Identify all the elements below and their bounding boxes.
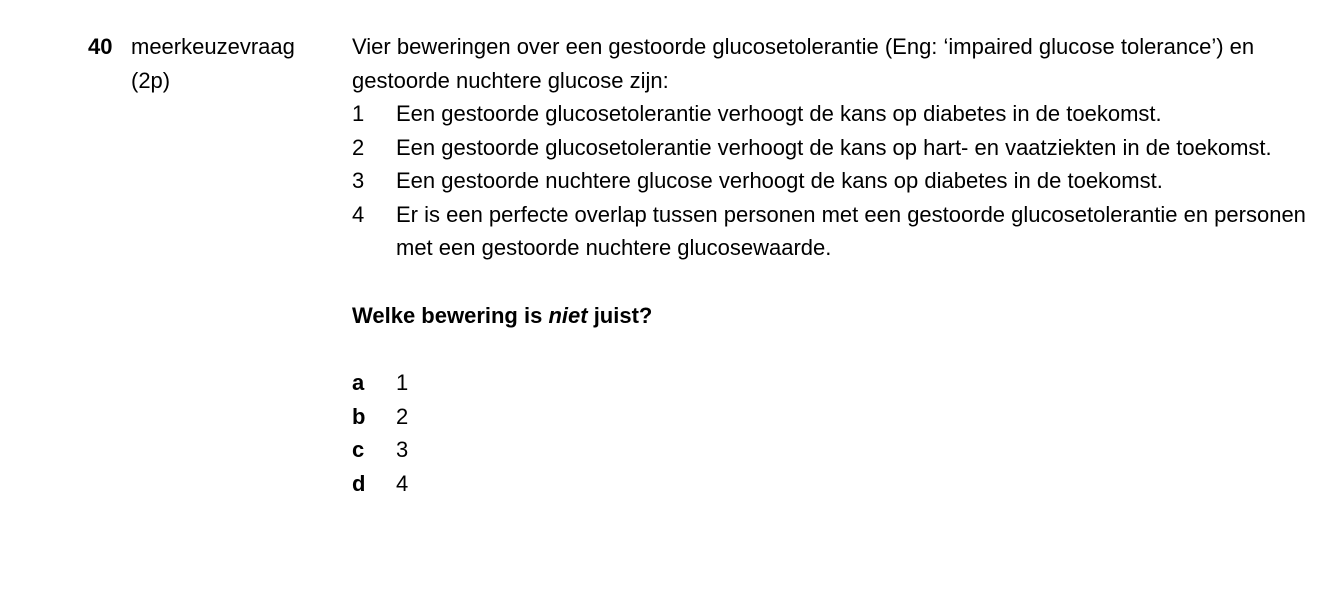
answer-option-b[interactable] <box>352 400 1312 434</box>
option-letter: d <box>352 470 366 496</box>
statement-item <box>352 164 1312 198</box>
option-letter: b <box>352 403 366 429</box>
question-number: 40 <box>88 34 113 59</box>
question-intro: Vier beweringen over een gestoorde glucosetolerantie (Eng: ‘impaired glucose tolerance’) en gestoorde nuchtere glucose zijn: <box>352 34 1255 93</box>
option-letter: c <box>352 437 365 462</box>
option-letter: a <box>352 370 365 395</box>
option-value: 3 <box>396 437 409 462</box>
statement-text: Een gestoorde glucosetolerantie verhoogt de kans op hart- en vaatziekten in de toekomst. <box>396 134 1272 160</box>
statement-number: 2 <box>352 134 365 160</box>
statement-item <box>352 131 1312 165</box>
prompt-text-after: juist? <box>587 302 653 328</box>
option-value: 1 <box>396 370 409 395</box>
statement-item <box>352 198 1312 265</box>
question-type <box>131 30 295 97</box>
option-value: 4 <box>396 470 409 496</box>
question-points: (2p) <box>131 67 171 93</box>
statement-number: 4 <box>352 201 365 227</box>
statement-text: Er is een perfecte overlap tussen personen met een gestoorde glucosetolerantie en personen met een gestoorde nuchtere glucosewaarde. <box>396 201 1306 260</box>
statement-text: Een gestoorde nuchtere glucose verhoogt de kans op diabetes in de toekomst. <box>396 168 1163 193</box>
answer-option-a[interactable] <box>352 366 1312 400</box>
prompt-emphasis: niet <box>548 302 588 328</box>
statement-text: Een gestoorde glucosetolerantie verhoogt de kans op diabetes in de toekomst. <box>396 101 1162 126</box>
question-body <box>352 30 1312 500</box>
statement-item <box>352 97 1312 131</box>
option-value: 2 <box>396 403 409 429</box>
answer-options <box>352 366 1312 500</box>
statement-list <box>352 97 1312 265</box>
question-prompt <box>352 299 1312 333</box>
statement-number: 1 <box>352 101 365 126</box>
statement-number: 3 <box>352 168 365 193</box>
answer-option-d[interactable] <box>352 467 1312 501</box>
answer-option-c[interactable] <box>352 433 1312 467</box>
prompt-text-before: Welke bewering is <box>352 302 549 328</box>
question-type-label: meerkeuzevraag <box>131 34 295 59</box>
